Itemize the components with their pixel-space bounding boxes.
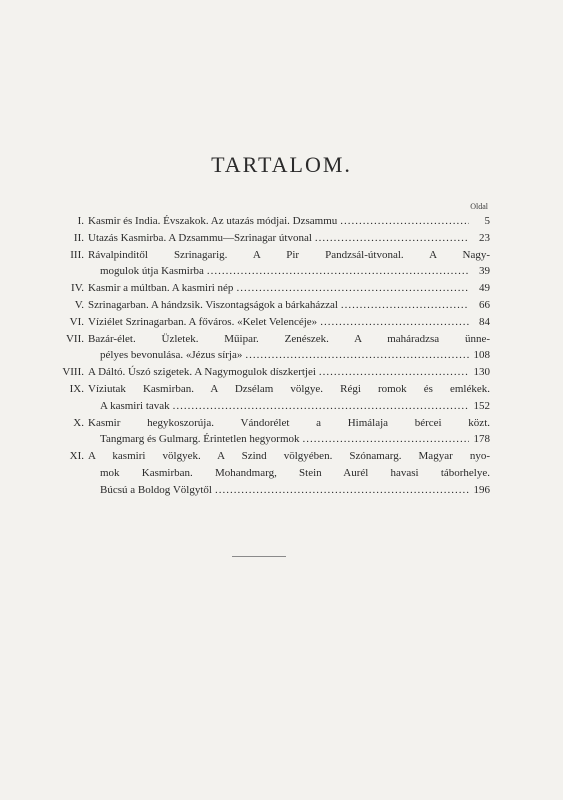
leader-dots (315, 230, 469, 247)
leader-dots (207, 263, 469, 280)
page-number: 84 (479, 315, 490, 328)
toc-entry (60, 314, 490, 331)
toc-entry-line (60, 280, 490, 297)
toc-entry (60, 297, 490, 314)
leader-dots (320, 314, 469, 331)
chapter-title-final-line (100, 431, 490, 448)
chapter-title-line: A kasmiri völgyek. A Szind völgyében. Szónamarg. Magyar nyo- (88, 450, 490, 463)
toc-entry-line (60, 347, 490, 364)
toc-entry (60, 448, 490, 498)
chapter-numeral: III. (70, 248, 84, 261)
chapter-title-text: Víziélet Szrinagarban. A főváros. «Kelet Velencéje» (88, 315, 318, 328)
chapter-title-text: Kasmir a múltban. A kasmiri nép (88, 282, 234, 295)
page-number: 130 (473, 366, 490, 379)
chapter-title-line: mok Kasmirban. Mohandmarg, Stein Aurél havasi táborhelye. (100, 466, 490, 479)
toc-entry (60, 247, 490, 281)
chapter-title-final-line (88, 364, 490, 381)
chapter-numeral: VII. (65, 332, 84, 345)
leader-dots (245, 347, 469, 364)
toc-entry-line (60, 448, 490, 465)
decorative-rule (232, 556, 286, 557)
page-number: 23 (479, 231, 490, 244)
page-column-header: Oldal (470, 202, 488, 211)
chapter-numeral: VIII. (62, 366, 84, 379)
chapter-title-final-line (88, 213, 490, 230)
page-number: 178 (473, 433, 490, 446)
chapter-title-line: Bazár-élet. Üzletek. Műipar. Zenészek. A maháradzsa ünne- (88, 332, 490, 345)
chapter-numeral: VI. (69, 315, 84, 328)
table-of-contents (60, 213, 490, 499)
chapter-title-text: Szrinagarban. A hándzsik. Viszontagságok a bárkaházzal (88, 298, 338, 311)
chapter-numeral: I. (77, 215, 84, 227)
chapter-title-final-line (88, 297, 490, 314)
chapter-title-text: mogulok útja Kasmirba (100, 265, 204, 278)
chapter-title-final-line (100, 347, 490, 364)
chapter-title-text: Tangmarg és Gulmarg. Érintetlen hegyormok (100, 433, 300, 446)
toc-entry (60, 280, 490, 297)
chapter-title-line: Kasmir hegykoszorúja. Vándorélet a Himálaja bércei közt. (88, 416, 490, 429)
page-number: 5 (484, 215, 490, 227)
toc-entry-line (60, 230, 490, 247)
toc-entry-line (60, 314, 490, 331)
chapter-numeral: II. (73, 231, 84, 244)
chapter-title-text: Utazás Kasmirba. A Dzsammu—Szrinagar útvonal (88, 231, 312, 244)
leader-dots (303, 431, 469, 448)
chapter-numeral: IV. (71, 282, 84, 295)
toc-entry (60, 364, 490, 381)
toc-entry-line (60, 213, 490, 230)
leader-dots (173, 398, 469, 415)
page-number: 49 (479, 282, 490, 295)
leader-dots (340, 213, 469, 230)
page-number: 152 (473, 399, 490, 412)
page-number: 39 (479, 265, 490, 278)
page-number: 196 (473, 483, 490, 496)
chapter-numeral: X. (73, 416, 84, 429)
toc-entry-line (60, 381, 490, 398)
toc-entry (60, 415, 490, 449)
chapter-title-final-line (88, 230, 490, 247)
toc-entry-line (60, 331, 490, 348)
page-number: 108 (473, 349, 490, 362)
chapter-title-text: Búcsú a Boldog Völgytől (100, 483, 212, 496)
chapter-title-text: Kasmir és India. Évszakok. Az utazás módjai. Dzsammu (88, 215, 338, 227)
chapter-title-final-line (100, 482, 490, 499)
chapter-title-final-line (88, 314, 490, 331)
chapter-numeral: IX. (69, 382, 84, 395)
chapter-title-final-line (100, 263, 490, 280)
page-title: TARTALOM. (211, 152, 352, 177)
toc-entry-line (60, 398, 490, 415)
toc-entry-line (60, 297, 490, 314)
leader-dots (341, 297, 469, 314)
chapter-title-text: A kasmiri tavak (100, 399, 170, 412)
leader-dots (236, 280, 469, 297)
chapter-title-final-line (88, 280, 490, 297)
leader-dots (319, 364, 469, 381)
toc-entry-line (60, 482, 490, 499)
toc-entry (60, 381, 490, 415)
toc-entry-line (60, 465, 490, 482)
chapter-numeral: XI. (69, 450, 84, 463)
chapter-title-text: pélyes bevonulása. «Jézus sírja» (100, 349, 243, 362)
toc-entry-line (60, 364, 490, 381)
toc-entry (60, 213, 490, 230)
toc-entry-line (60, 247, 490, 264)
chapter-title-line: Rávalpinditől Szrinagarig. A Pir Pandzsál-útvonal. A Nagy- (88, 248, 490, 261)
page-number: 66 (479, 298, 490, 311)
toc-entry (60, 331, 490, 365)
toc-entry-line (60, 415, 490, 432)
chapter-numeral: V. (74, 298, 84, 311)
toc-entry (60, 230, 490, 247)
chapter-title-line: Víziutak Kasmirban. A Dzsélam völgye. Régi romok és emlékek. (88, 382, 490, 395)
toc-entry-line (60, 263, 490, 280)
chapter-title-final-line (100, 398, 490, 415)
leader-dots (215, 482, 469, 499)
toc-entry-line (60, 431, 490, 448)
chapter-title-text: A Dáltó. Úszó szigetek. A Nagymogulok díszkertjei (88, 366, 316, 379)
